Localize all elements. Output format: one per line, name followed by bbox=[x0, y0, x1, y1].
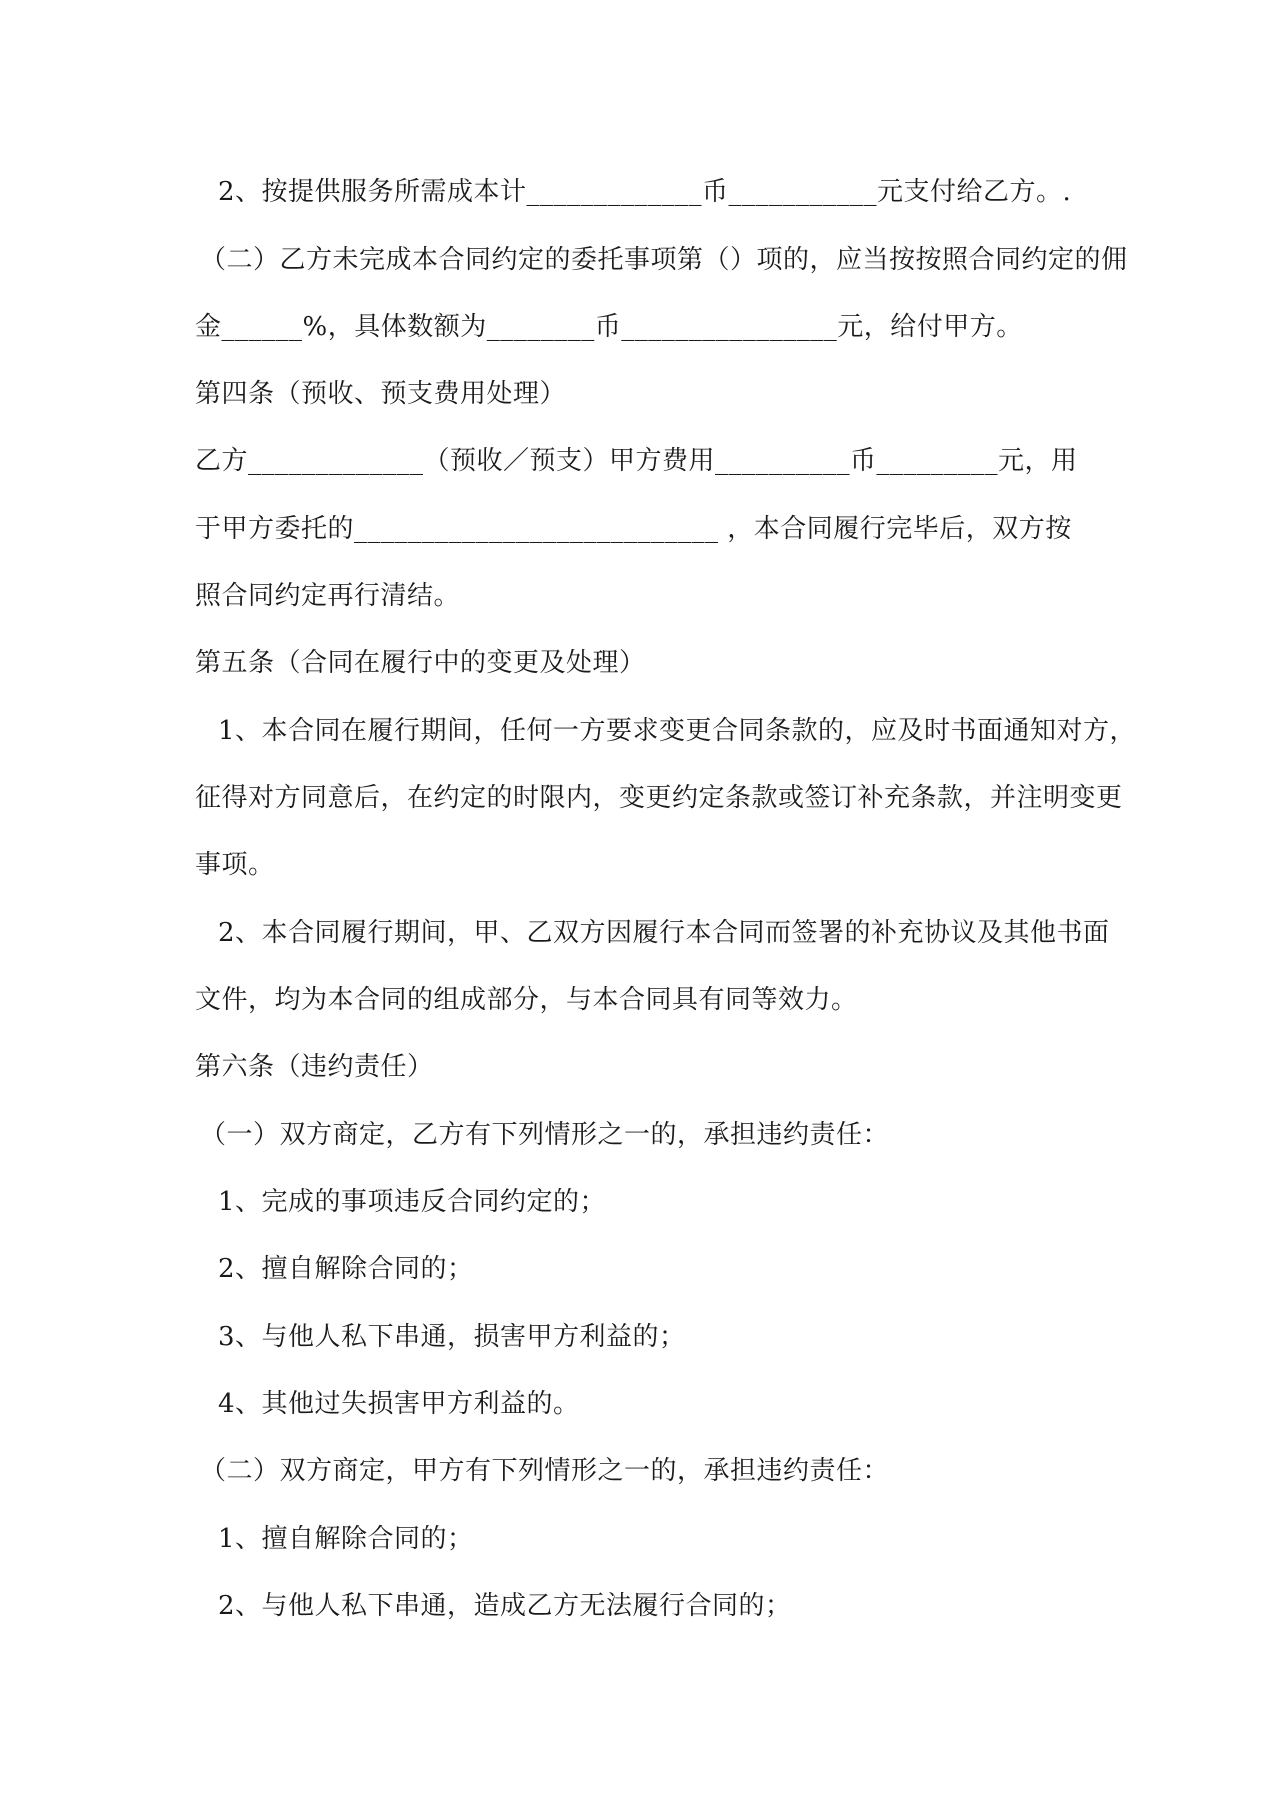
paragraph-line: 1、本合同在履行期间，任何一方要求变更合同条款的，应及时书面通知对方， bbox=[218, 716, 1137, 746]
paragraph-line: 照合同约定再行清结。 bbox=[195, 581, 461, 611]
paragraph-line: （一）双方商定，乙方有下列情形之一的，承担违约责任： bbox=[200, 1120, 890, 1150]
paragraph-line: （二）双方商定，甲方有下列情形之一的，承担违约责任： bbox=[200, 1456, 890, 1486]
paragraph-line: 金______%，具体数额为________币________________元，给付甲方。 bbox=[195, 312, 1023, 342]
paragraph-line: （二）乙方未完成本合同约定的委托事项第（）项的，应当按按照合同约定的佣 bbox=[200, 245, 1128, 275]
section-heading: 第四条（预收、预支费用处理） bbox=[195, 379, 567, 409]
paragraph-line: 文件，均为本合同的组成部分，与本合同具有同等效力。 bbox=[195, 985, 858, 1015]
paragraph-line: 于甲方委托的___________________________ ，本合同履行完毕后，双方按 bbox=[195, 514, 1072, 544]
paragraph-line: 征得对方同意后，在约定的时限内，变更约定条款或签订补充条款，并注明变更 bbox=[195, 783, 1123, 813]
section-heading: 第六条（违约责任） bbox=[195, 1052, 434, 1082]
paragraph-line: 2、本合同履行期间，甲、乙双方因履行本合同而签署的补充协议及其他书面 bbox=[218, 918, 1110, 948]
paragraph-line: 乙方_____________（预收／预支）甲方费用__________币_________元，用 bbox=[195, 446, 1078, 476]
paragraph-line: 事项。 bbox=[195, 850, 275, 880]
list-item: 2、与他人私下串通，造成乙方无法履行合同的； bbox=[218, 1591, 792, 1621]
paragraph-line: 2、按提供服务所需成本计_____________币___________元支付给乙方。. bbox=[218, 177, 1072, 207]
section-heading: 第五条（合同在履行中的变更及处理） bbox=[195, 648, 646, 678]
list-item: 2、擅自解除合同的； bbox=[218, 1254, 474, 1284]
list-item: 1、完成的事项违反合同约定的； bbox=[218, 1187, 607, 1217]
list-item: 1、擅自解除合同的； bbox=[218, 1524, 474, 1554]
list-item: 4、其他过失损害甲方利益的。 bbox=[218, 1389, 580, 1419]
list-item: 3、与他人私下串通，损害甲方利益的； bbox=[218, 1322, 686, 1352]
